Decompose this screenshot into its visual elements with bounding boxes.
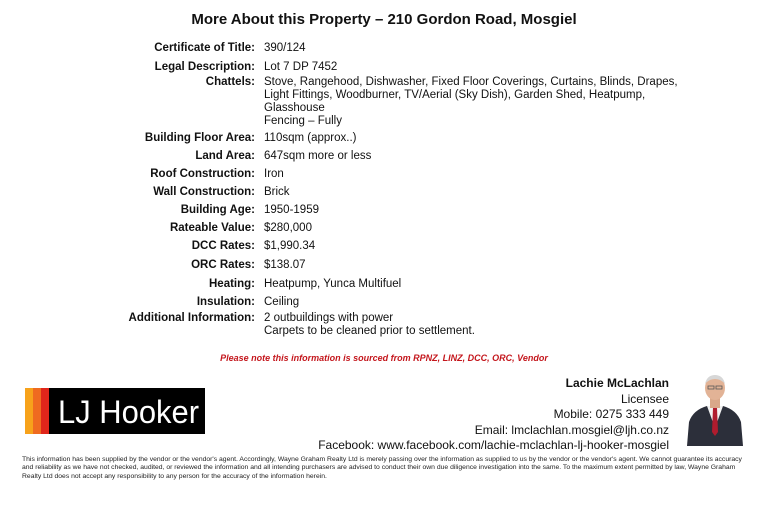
agent-email: Email: lmclachlan.mosgiel@ljh.co.nz — [474, 422, 669, 437]
detail-row — [0, 222, 768, 235]
detail-row — [0, 312, 768, 338]
detail-row — [0, 132, 768, 145]
detail-value: 390/124 — [264, 42, 306, 54]
detail-label: Legal Description: — [154, 61, 255, 73]
detail-value — [264, 312, 694, 338]
detail-label: Building Age: — [180, 204, 255, 216]
detail-value: Ceiling — [264, 296, 300, 308]
detail-label: Insulation: — [196, 296, 255, 308]
detail-value: 647sqm more or less — [264, 150, 372, 162]
agent-photo — [685, 372, 745, 446]
detail-row — [0, 186, 768, 199]
detail-label: DCC Rates: — [191, 240, 255, 252]
detail-row — [0, 296, 768, 309]
detail-value — [264, 76, 694, 128]
detail-label: Wall Construction: — [153, 186, 255, 198]
chattels-line: Fencing – Fully — [264, 115, 342, 127]
detail-row — [0, 204, 768, 217]
detail-value: $138.07 — [264, 259, 306, 271]
agent-contact — [318, 376, 669, 454]
detail-label: Certificate of Title: — [154, 42, 255, 54]
detail-value: 110sqm (approx..) — [264, 132, 357, 144]
detail-row — [0, 150, 768, 163]
detail-row — [0, 278, 768, 291]
logo-text: LJ Hooker — [58, 394, 200, 430]
detail-label: Roof Construction: — [150, 168, 255, 180]
detail-value: Heatpump, Yunca Multifuel — [264, 278, 402, 290]
additional-line: 2 outbuildings with power — [264, 312, 394, 324]
detail-row — [0, 240, 768, 253]
detail-label: Heating: — [209, 278, 255, 290]
lj-hooker-logo — [25, 388, 205, 434]
detail-row — [0, 76, 768, 128]
detail-label: ORC Rates: — [191, 259, 255, 271]
agent-role: Licensee — [620, 391, 669, 406]
agent-name: Lachie McLachlan — [565, 376, 669, 390]
property-details — [0, 42, 768, 338]
disclaimer: This information has been supplied by the vendor or the vendor's agent. Accordingly, Wayne Graham Realty Ltd is merely passing over the information as supplied to us by the vendor or the vendor's agent. We cannot guarantee its accuracy and reliability as we have not checked, audited, or reviewed the information and all intending purchasers are advised to conduct their own due diligence investigation into the same. To the maximum extent permitted by law, Wayne Graham Realty Ltd does not accept any responsibility to any person for the accuracy of the information herein. — [22, 456, 742, 480]
detail-label: Rateable Value: — [169, 222, 255, 234]
detail-value: $1,990.34 — [264, 240, 316, 252]
detail-label: Building Floor Area: — [144, 132, 255, 144]
page-title: More About this Property – 210 Gordon Road, Mosgiel — [191, 11, 577, 28]
detail-value: Brick — [264, 186, 290, 198]
agent-facebook: Facebook: www.facebook.com/lachie-mclachlan-lj-hooker-mosgiel — [318, 438, 669, 452]
chattels-line: Light Fittings, Woodburner, TV/Aerial (Sky Dish), Garden Shed, Heatpump, — [264, 89, 646, 101]
detail-value: 1950-1959 — [264, 204, 319, 216]
detail-row — [0, 42, 768, 55]
chattels-line: Stove, Rangehood, Dishwasher, Fixed Floor Coverings, Curtains, Blinds, Drapes, — [264, 76, 678, 88]
detail-value: Iron — [264, 168, 284, 180]
chattels-line: Glasshouse — [264, 102, 325, 114]
detail-row — [0, 259, 768, 272]
agent-mobile: Mobile: 0275 333 449 — [553, 407, 669, 421]
detail-label: Additional Information: — [128, 312, 255, 324]
detail-row — [0, 168, 768, 181]
detail-value: Lot 7 DP 7452 — [264, 61, 338, 73]
detail-value: $280,000 — [264, 222, 312, 234]
detail-label: Land Area: — [195, 150, 255, 162]
source-note: Please note this information is sourced from RPNZ, LINZ, DCC, ORC, Vendor — [220, 353, 548, 363]
additional-line: Carpets to be cleaned prior to settlement. — [264, 325, 475, 337]
detail-row — [0, 61, 768, 74]
detail-label: Chattels: — [205, 76, 255, 88]
